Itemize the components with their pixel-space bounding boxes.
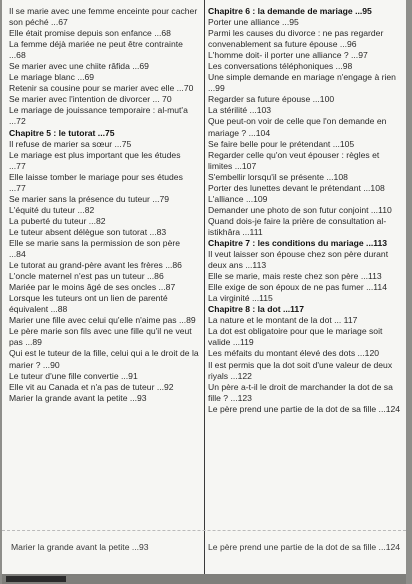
toc-entry: Porter une alliance ...95 bbox=[208, 17, 299, 28]
toc-entry: S'embellir lorsqu'il se présente ...108 bbox=[208, 171, 348, 182]
toc-entry: Il veut laisser son épouse chez son père durant deux ans ...113 bbox=[208, 249, 389, 271]
book-tab bbox=[6, 576, 66, 582]
toc-entry: Il est permis que la dot soit d'une valeur de deux riyals ...122 bbox=[208, 359, 393, 381]
toc-entry: Que peut-on voir de celle que l'on demande en mariage ? ...104 bbox=[208, 116, 387, 138]
toc-entry: Elle exige de son époux de ne pas fumer ...114 bbox=[208, 282, 387, 293]
toc-entry: Parmi les causes du divorce : ne pas regarder convenablement sa future épouse ...96 bbox=[208, 28, 384, 50]
toc-chapter-heading: Chapitre 8 : la dot ...117 bbox=[208, 304, 304, 315]
toc-chapter-heading: Chapitre 6 : la demande de mariage ...95 bbox=[208, 6, 372, 16]
bleed-right-text: Le père prend une partie de la dot de sa fille ...124 bbox=[208, 542, 401, 552]
toc-entry: Quand dois-je faire la prière de consultation al-istikhâra ...111 bbox=[208, 215, 387, 237]
toc-entry: Qui est le tuteur de la fille, celui qui a le droit de la marier ? ...90 bbox=[9, 348, 199, 370]
toc-entry: Se marier sans la présence du tuteur ...79 bbox=[9, 193, 170, 204]
toc-entry: Retenir sa cousine pour se marier avec elle ...70 bbox=[9, 83, 194, 94]
toc-entry: Un père a-t-il le droit de marchander la dot de sa fille ? ...123 bbox=[208, 381, 393, 403]
column-divider bbox=[204, 0, 205, 574]
toc-chapter-heading: Chapitre 7 : les conditions du mariage ...113 bbox=[208, 237, 388, 248]
toc-entry: Elle se marie sans la permission de son père ...84 bbox=[9, 237, 181, 260]
toc-entry: L'homme doit- il porter une alliance ? ...97 bbox=[208, 50, 368, 61]
toc-entry: Regarder sa future épouse ...100 bbox=[208, 94, 335, 105]
toc-entry: Elle laisse tomber le mariage pour ses études ...77 bbox=[9, 171, 183, 193]
bleed-through-area bbox=[2, 530, 406, 574]
bleed-left-text: Marier la grande avant la petite ...93 bbox=[11, 542, 149, 552]
toc-entry: Se faire belle pour le prétendant ...105 bbox=[208, 138, 355, 149]
toc-entry: La femme déjà mariée ne peut être contrainte ...68 bbox=[9, 39, 183, 61]
toc-entry: Se marier avec une chiite râfida ...69 bbox=[9, 61, 149, 72]
toc-entry: Se marier avec l'intention de divorcer ... 70 bbox=[9, 94, 172, 105]
toc-entry: Le tuteur absent délègue son tutorat ...83 bbox=[9, 226, 167, 237]
toc-page bbox=[2, 0, 406, 574]
toc-entry: Il refuse de marier sa sœur ...75 bbox=[9, 138, 132, 149]
toc-entry: La puberté du tuteur ...82 bbox=[9, 215, 106, 226]
toc-entry: Le mariage de jouissance temporaire : al-mut'a ...72 bbox=[9, 105, 188, 127]
toc-entry: Elle vit au Canada et n'a pas de tuteur ...92 bbox=[9, 381, 174, 392]
toc-entry: Le tutorat au grand-père avant les frères ...86 bbox=[9, 260, 182, 271]
toc-entry: L'alliance ...109 bbox=[208, 193, 268, 204]
toc-entry: Demander une photo de son futur conjoint ...110 bbox=[208, 204, 392, 215]
toc-entry: Il se marie avec une femme enceinte pour cacher son péché ...67 bbox=[9, 6, 198, 28]
toc-entry: Elle était promise depuis son enfance ...68 bbox=[9, 28, 171, 39]
toc-left-column bbox=[9, 6, 199, 404]
toc-entry: La stérilité ...103 bbox=[208, 105, 272, 116]
toc-entry: Elle se marie, mais reste chez son père ...113 bbox=[208, 271, 382, 282]
toc-entry: Une simple demande en mariage n'engage à rien ...99 bbox=[208, 72, 396, 94]
toc-entry: La dot est obligatoire pour que le mariage soit valide ...119 bbox=[208, 326, 383, 348]
toc-entry: Marier la grande avant la petite ...93 bbox=[9, 392, 147, 403]
toc-entry: La nature et le montant de la dot ... 117 bbox=[208, 315, 358, 326]
toc-entry: Mariée par le moins âgé de ses oncles ...87 bbox=[9, 282, 176, 293]
toc-entry: L'équité du tuteur ...82 bbox=[9, 204, 95, 215]
toc-entry: Porter des lunettes devant le prétendant ...108 bbox=[208, 182, 385, 193]
toc-entry: Le mariage est plus important que les études ...77 bbox=[9, 149, 181, 171]
toc-entry: Marier une fille avec celui qu'elle n'aime pas ...89 bbox=[9, 315, 196, 326]
toc-right-column bbox=[208, 6, 402, 415]
toc-entry: Le père prend une partie de la dot de sa fille ...124 bbox=[208, 403, 401, 414]
toc-entry: Le père marie son fils avec une fille qu'il ne veut pas ...89 bbox=[9, 326, 192, 348]
toc-entry: Le tuteur d'une fille convertie ...91 bbox=[9, 370, 138, 381]
toc-entry: Lorsque les tuteurs ont un lien de parenté équivalent ...88 bbox=[9, 293, 168, 315]
toc-entry: Les conversations téléphoniques ...98 bbox=[208, 61, 353, 72]
toc-entry: Les méfaits du montant élevé des dots ...120 bbox=[208, 348, 380, 359]
toc-chapter-heading: Chapitre 5 : le tutorat ...75 bbox=[9, 127, 115, 138]
toc-entry: Regarder celle qu'on veut épouser : règles et limites ...107 bbox=[208, 149, 380, 171]
toc-entry: La virginité ...115 bbox=[208, 293, 273, 304]
toc-entry: L'oncle maternel n'est pas un tuteur ...86 bbox=[9, 271, 164, 282]
toc-entry: Le mariage blanc ...69 bbox=[9, 72, 95, 83]
